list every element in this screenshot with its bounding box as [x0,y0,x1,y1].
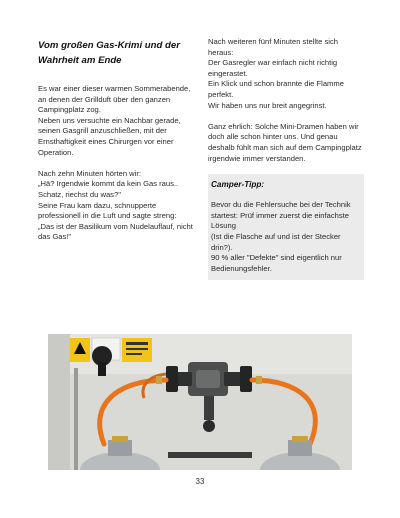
left-column [38,38,198,243]
paragraph: Der Gasregler war einfach nicht richtig eingerastet. [208,58,338,78]
quote: „Hä? Irgendwie kommt da kein Gas raus.. Schatz, riechst du was?" [38,179,179,199]
paragraph: Es war einer dieser warmen Sommerabende, an denen der Grillduft über den ganzen Campingplatz zog. [38,84,191,115]
tip-paragraph: (Ist die Flasche auf und ist der Stecker drin?). [211,231,341,252]
paragraph: Ganz ehrlich: Solche Mini-Dramen haben wir doch alle schon hinter uns. Und genau deshalb fühlt man sich auf dem Campingplatz irgendwie immer verstanden. [208,121,362,163]
gas-installation-photo [48,334,352,470]
paragraph: Nach zehn Minuten hörten wir: [38,168,141,178]
tip-title: Camper-Tipp: [211,180,265,190]
tip-box [208,174,364,280]
quote: „Das ist der Basilikum vom Nudelauflauf, nicht das Gas!" [38,221,193,242]
tip-paragraph: Bevor du die Fehlersuche bei der Technik startest: Prüf immer zuerst die einfachste Lösung [211,200,351,231]
paragraph: Seine Frau kam dazu, schnupperte professionell in die Luft und sagte streng: [38,200,177,221]
paragraph: Wir haben uns nur breit angegrinst. [208,100,327,110]
page-number: 33 [195,477,205,486]
right-column [208,37,364,280]
paragraph: Neben uns versuchte ein Nachbar gerade, seinen Gasgrill anzuschließen, mit der Ernsthaftigkeit eines Chirurgen vor einer Operation. [38,115,181,157]
article-title: Vom großen Gas-Krimi und der Wahrheit am Ende [38,40,180,66]
paragraph: Nach weiteren fünf Minuten stellte sich heraus: [208,37,339,57]
tip-paragraph: 90 % aller "Defekte" sind eigentlich nur Bedienungsfehler. [211,253,342,273]
paragraph: Ein Klick und schon brannte die Flamme perfekt. [208,79,344,99]
